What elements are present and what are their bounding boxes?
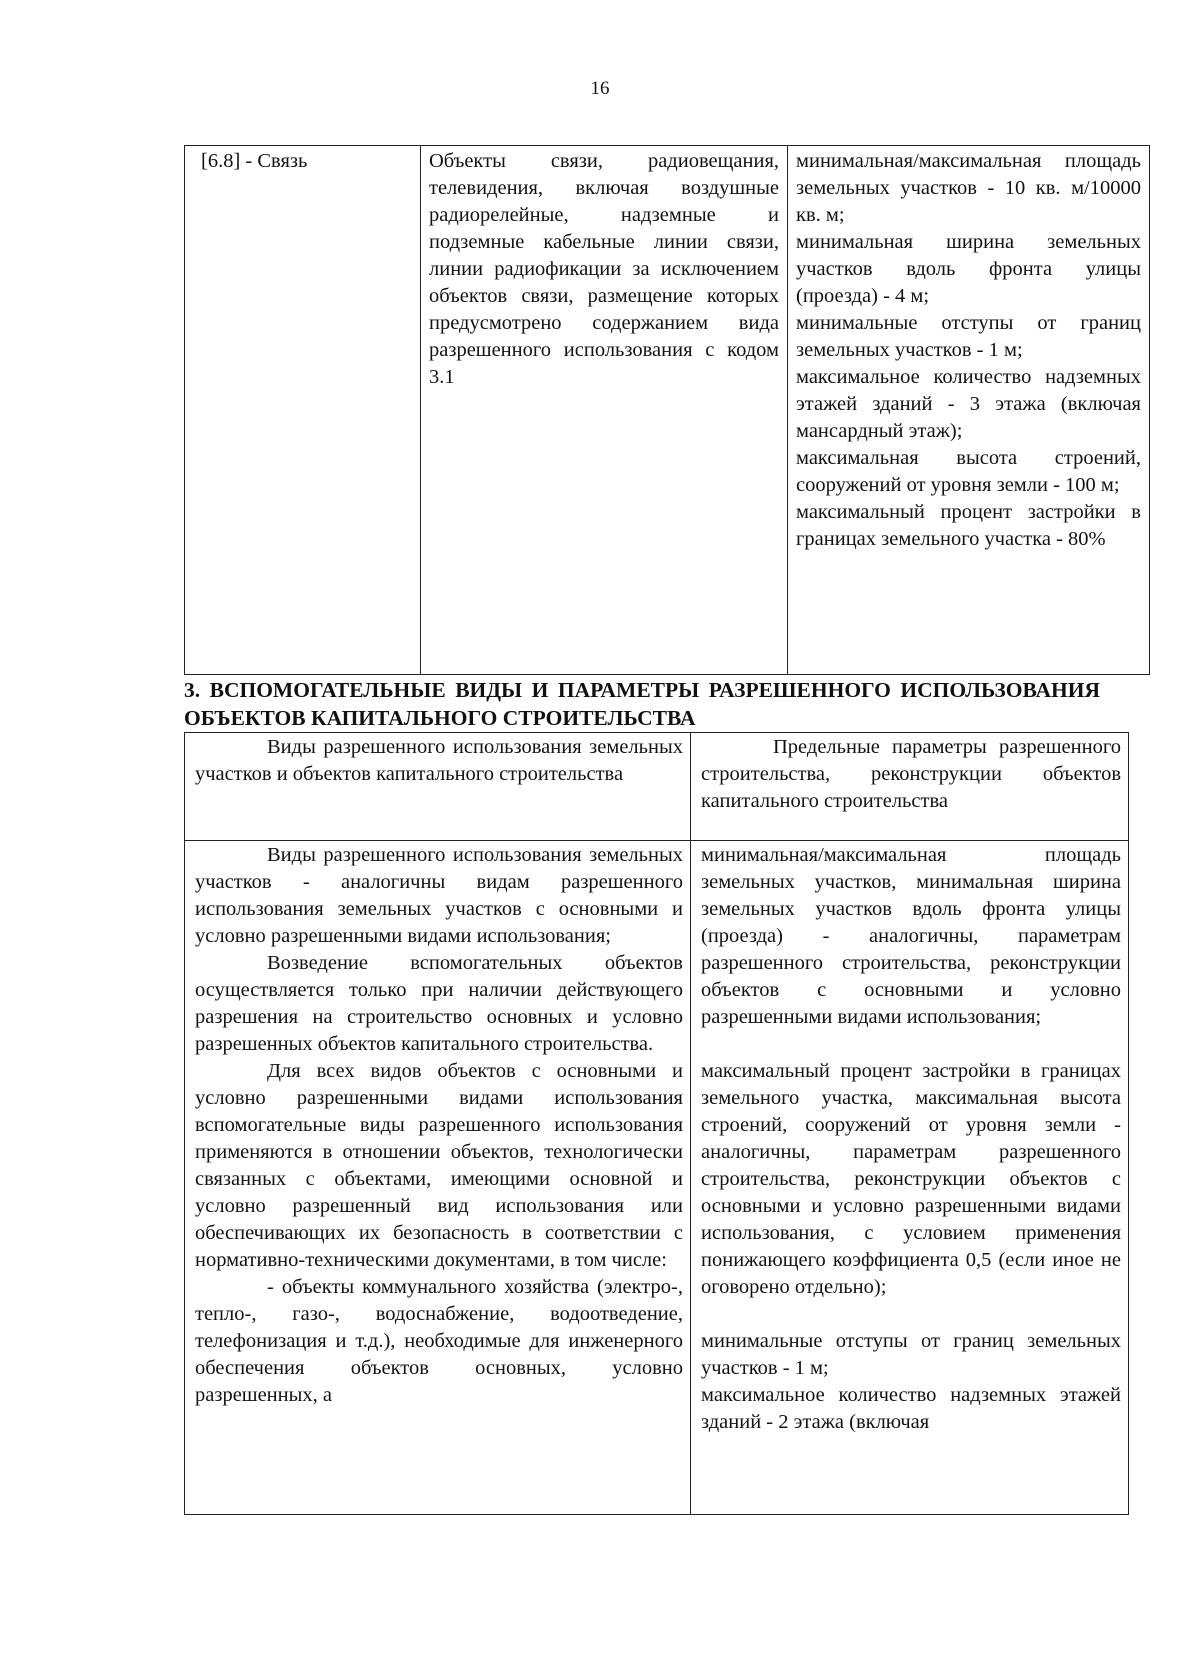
use-code-cell: [6.8] - Связь [185, 146, 421, 675]
uses-paragraph: Виды разрешенного использования земельных участков - аналогичны видам разрешенного использования земельных участков с основными и условно разрешенными видами использования; [195, 844, 683, 947]
parameter-item: минимальные отступы от границ земельных участков - 1 м; [796, 312, 1141, 361]
uses-paragraph: - объекты коммунального хозяйства (электро-, тепло-, газо-, водоснабжение, водоотведение, телефонизация и т.д.), необходимые для инженерного обеспечения объектов основных, условно разрешенных, а [195, 1276, 683, 1406]
auxiliary-use-table [184, 732, 1129, 1515]
section-heading: 3. ВСПОМОГАТЕЛЬНЫЕ ВИДЫ И ПАРАМЕТРЫ РАЗРЕШЕННОГО ИСПОЛЬЗОВАНИЯ ОБЪЕКТОВ КАПИТАЛЬНОГО СТРОИТЕЛЬСТВА [184, 678, 1100, 730]
permitted-use-table-continued [184, 145, 1150, 675]
auxiliary-uses-cell [185, 841, 691, 1515]
table-row [185, 146, 1150, 675]
use-parameters-cell [788, 146, 1150, 675]
parameter-item: максимальное количество надземных этажей зданий - 3 этажа (включая мансардный этаж); [796, 366, 1141, 442]
column-header-uses: Виды разрешенного использования земельных участков и объектов капитального строительства [185, 733, 691, 841]
auxiliary-parameters-cell [691, 841, 1129, 1515]
column-header-parameters: Предельные параметры разрешенного строительства, реконструкции объектов капитального строительства [691, 733, 1129, 841]
table-header-row [185, 733, 1129, 841]
parameters-paragraph: минимальная/максимальная площадь земельных участков, минимальная ширина земельных участков вдоль фронта улицы (проезда) - аналогичны, параметрам разрешенного строительства, реконструкции объектов с основными и условно разрешенными видами использования; [701, 844, 1121, 1028]
uses-paragraph: Возведение вспомогательных объектов осуществляется только при наличии действующего разрешения на строительство основных и условно разрешенных объектов капитального строительства. [195, 952, 683, 1055]
parameters-paragraph: максимальный процент застройки в границах земельного участка, максимальная высота строений, сооружений от уровня земли - аналогичны, параметрам разрешенного строительства, реконструкции объектов с основными и условно разрешенными видами использования, с условием применения понижающего коэффициента 0,5 (если иное не оговорено отдельно); [701, 1060, 1121, 1298]
parameters-paragraph: минимальные отступы от границ земельных участков - 1 м; [701, 1330, 1121, 1379]
parameter-item: минимальная/максимальная площадь земельных участков - 10 кв. м/10000 кв. м; [796, 150, 1141, 226]
uses-paragraph: Для всех видов объектов с основными и условно разрешенными видами использования вспомогательные виды разрешенного использования применяются в отношении объектов, технологически связанных с объектами, имеющими основной и условно разрешенный вид использования или обеспечивающих их безопасность в соответствии с нормативно-техническими документами, в том числе: [195, 1060, 683, 1271]
use-description-cell: Объекты связи, радиовещания, телевидения, включая воздушные радиорелейные, надземные и подземные кабельные линии связи, линии радиофикации за исключением объектов связи, размещение которых предусмотрено содержанием вида разрешенного использования с кодом 3.1 [421, 146, 788, 675]
parameter-item: минимальная ширина земельных участков вдоль фронта улицы (проезда) - 4 м; [796, 231, 1141, 307]
parameters-paragraph: максимальное количество надземных этажей зданий - 2 этажа (включая [701, 1384, 1121, 1433]
table-row [185, 841, 1129, 1515]
page-number: 16 [590, 78, 610, 99]
parameter-item: максимальная высота строений, сооружений от уровня земли - 100 м; [796, 447, 1141, 496]
parameter-item: максимальный процент застройки в границах земельного участка - 80% [796, 501, 1141, 550]
